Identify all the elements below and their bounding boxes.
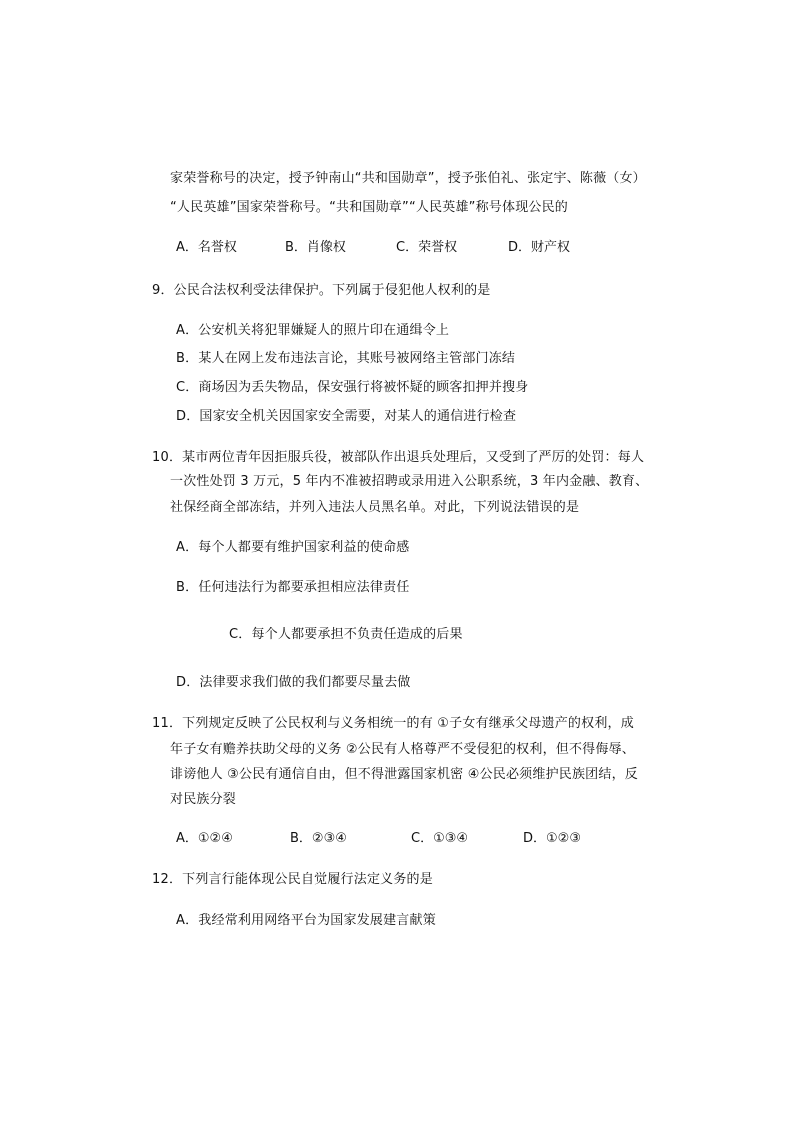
- q11-stem-line-2: 年子女有赡养扶助父母的义务 ②公民有人格尊严不受侵犯的权利，但不得侮辱、: [170, 742, 635, 757]
- q8-stem-line-1: 家荣誉称号的决定，授予钟南山“共和国勋章”，授予张伯礼、张定宇、陈薇（女）: [170, 171, 646, 186]
- q10-option-d: D．法律要求我们做的我们都要尽量去做: [176, 675, 411, 690]
- q10-stem-line-1: 10．某市两位青年因拒服兵役，被部队作出退兵处理后，又受到了严厉的处罚：每人: [152, 450, 645, 465]
- q11-option-c: C．①③④: [411, 831, 469, 846]
- q12-option-a: A．我经常利用网络平台为国家发展建言献策: [176, 913, 436, 928]
- q11-stem-line-3: 诽谤他人 ③公民有通信自由，但不得泄露国家机密 ④公民必须维护民族团结，反: [170, 767, 638, 782]
- q8-option-a: A．名誉权: [176, 240, 237, 255]
- q11-option-d: D．①②③: [523, 831, 581, 846]
- q11-option-b: B．②③④: [290, 831, 347, 846]
- q8-option-d: D．财产权: [508, 240, 571, 255]
- q10-stem-line-3: 社保经商全部冻结，并列入违法人员黑名单。对此，下列说法错误的是: [170, 500, 580, 515]
- q11-stem-line-4: 对民族分裂: [170, 792, 237, 807]
- q9-option-a: A．公安机关将犯罪嫌疑人的照片印在通缉令上: [176, 323, 450, 338]
- q8-option-c: C．荣誉权: [396, 240, 458, 255]
- q9-option-c: C．商场因为丢失物品，保安强行将被怀疑的顾客扣押并搜身: [176, 380, 529, 395]
- q11-option-a: A．①②④: [176, 831, 233, 846]
- q9-option-d: D．国家安全机关因国家安全需要，对某人的通信进行检查: [176, 409, 517, 424]
- q8-option-b: B．肖像权: [285, 240, 346, 255]
- q9-option-b: B．某人在网上发布违法言论，其账号被网络主管部门冻结: [176, 351, 516, 366]
- q11-stem-line-1: 11．下列规定反映了公民权利与义务相统一的有 ①子女有继承父母遗产的权利，成: [152, 716, 634, 731]
- q12-stem: 12．下列言行能体现公民自觉履行法定义务的是: [152, 872, 433, 887]
- q10-option-c: C．每个人都要承担不负责任造成的后果: [229, 627, 463, 642]
- q10-option-a: A．每个人都要有维护国家利益的使命感: [176, 540, 410, 555]
- q10-option-b: B．任何违法行为都要承担相应法律责任: [176, 580, 410, 595]
- q10-stem-line-2: 一次性处罚 3 万元，5 年内不准被招聘或录用进入公职系统，3 年内金融、教育、: [170, 474, 649, 489]
- q9-stem: 9．公民合法权利受法律保护。下列属于侵犯他人权利的是: [152, 283, 491, 298]
- q8-stem-line-2: “人民英雄”国家荣誉称号。“共和国勋章”“人民英雄”称号体现公民的: [170, 200, 569, 215]
